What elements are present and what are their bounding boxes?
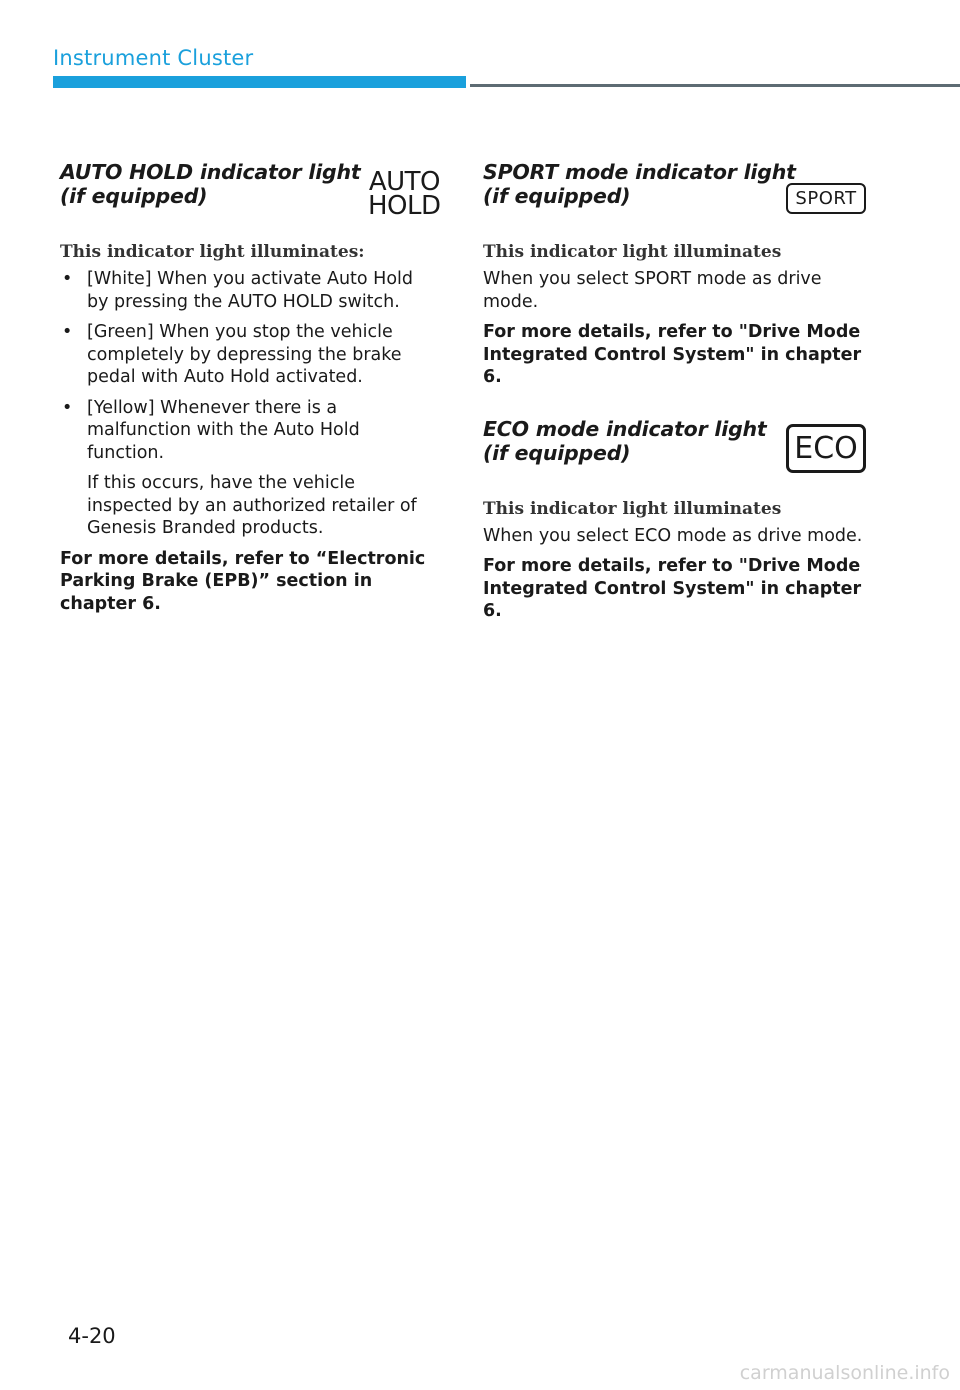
sport-reference: For more details, refer to "Drive Mode Integrated Control System" in chapter 6. (483, 322, 862, 387)
list-item (60, 268, 440, 313)
bullet-dot: • (62, 269, 73, 289)
sport-title-line2: (if equipped) (483, 184, 631, 208)
header-accent-bar (53, 76, 466, 88)
auto-hold-icon-line2: HOLD (368, 191, 441, 221)
sport-text: When you select SPORT mode as drive mode. (483, 269, 822, 312)
list-item (60, 397, 440, 465)
page-section-title: Instrument Cluster (53, 46, 254, 70)
sport-lead: This indicator light illuminates (483, 242, 782, 262)
watermark: carmanualsonline.info (739, 1362, 950, 1384)
eco-title (483, 417, 871, 465)
bullet-dot: • (62, 397, 73, 418)
list-item-text: [White] When you activate Auto Hold by pressing the AUTO HOLD switch. (87, 269, 414, 312)
eco-text: When you select ECO mode as drive mode. (483, 525, 863, 546)
sport-mode-icon: SPORT (786, 183, 866, 214)
sport-title-line1: SPORT mode indicator light (483, 160, 796, 184)
auto-hold-heading-block (60, 160, 440, 220)
eco-reference: For more details, refer to "Drive Mode Integrated Control System" in chapter 6. (483, 556, 862, 621)
auto-hold-reference: For more details, refer to “Electronic Parking Brake (EPB)” section in chapter 6. (60, 548, 426, 614)
sport-heading-block (483, 160, 871, 220)
eco-title-line2: (if equipped) (483, 440, 631, 465)
auto-hold-sub-note: If this occurs, have the vehicle inspected by an authorized retailer of Genesis Branded products. (87, 473, 417, 538)
auto-hold-title-line1: AUTO HOLD indicator light (60, 160, 361, 184)
eco-heading-block (483, 417, 871, 477)
list-item-text: [Green] When you stop the vehicle completely by depressing the brake pedal with Auto Hold activated. (87, 322, 402, 387)
list-item-text: [Yellow] Whenever there is a malfunction with the Auto Hold function. (87, 397, 360, 463)
page-number: 4-20 (68, 1324, 116, 1348)
auto-hold-lead: This indicator light illuminates: (60, 242, 365, 262)
auto-hold-icon (368, 167, 441, 221)
auto-hold-section (60, 160, 440, 623)
drive-mode-section (483, 160, 871, 631)
sport-title (483, 160, 871, 208)
auto-hold-title-line2: (if equipped) (60, 184, 208, 208)
auto-hold-icon-line1: AUTO (368, 167, 440, 197)
eco-lead: This indicator light illuminates (483, 498, 782, 519)
eco-mode-icon: ECO (786, 424, 866, 473)
section-spacer (483, 397, 871, 417)
header-rule (470, 84, 960, 87)
auto-hold-bullets (60, 268, 440, 464)
list-item (60, 321, 440, 389)
eco-title-line1: ECO mode indicator light (483, 416, 767, 441)
bullet-dot: • (62, 322, 73, 342)
